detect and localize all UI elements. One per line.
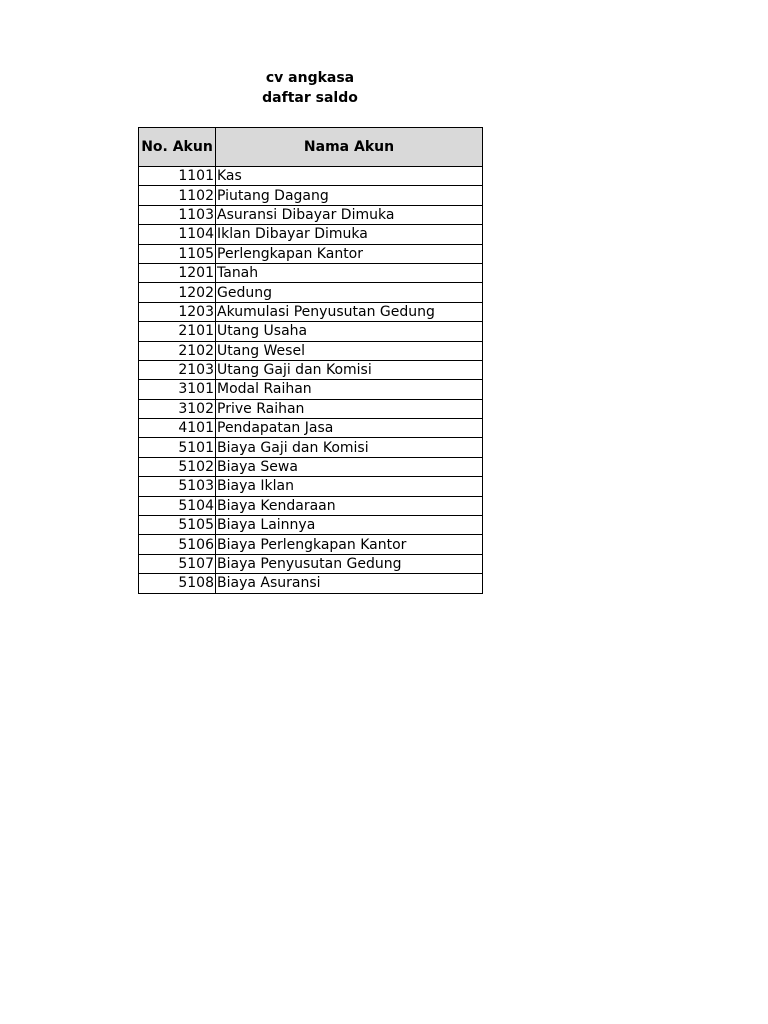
account-number-cell: 4101 [139,419,216,438]
account-number-cell: 1202 [139,283,216,302]
account-name-cell: Prive Raihan [216,399,483,418]
account-name-cell: Iklan Dibayar Dimuka [216,225,483,244]
account-name-cell: Pendapatan Jasa [216,419,483,438]
account-number-cell: 5102 [139,457,216,476]
table-header-row [139,128,483,167]
account-name-cell: Utang Usaha [216,322,483,341]
table-row [139,341,483,360]
account-name-cell: Kas [216,167,483,186]
table-row [139,225,483,244]
account-name-cell: Biaya Lainnya [216,516,483,535]
account-name-cell: Tanah [216,263,483,282]
table-row [139,380,483,399]
account-number-cell: 1101 [139,167,216,186]
table-row [139,322,483,341]
account-number-cell: 5106 [139,535,216,554]
table-row [139,457,483,476]
account-number-cell: 2102 [139,341,216,360]
account-name-cell: Biaya Iklan [216,477,483,496]
account-number-cell: 1103 [139,205,216,224]
table-row [139,574,483,593]
account-number-cell: 3102 [139,399,216,418]
account-number-cell: 5108 [139,574,216,593]
account-number-header: No. Akun [139,128,216,167]
table-row [139,477,483,496]
account-number-cell: 2101 [139,322,216,341]
account-number-cell: 5105 [139,516,216,535]
account-name-cell: Asuransi Dibayar Dimuka [216,205,483,224]
account-number-cell: 1102 [139,186,216,205]
table-row [139,516,483,535]
company-name: cv angkasa [265,70,355,86]
account-name-cell: Biaya Penyusutan Gedung [216,554,483,573]
account-name-cell: Biaya Sewa [216,457,483,476]
table-row [139,283,483,302]
account-name-cell: Utang Wesel [216,341,483,360]
account-name-cell: Akumulasi Penyusutan Gedung [216,302,483,321]
table-row [139,360,483,379]
account-number-cell: 1203 [139,302,216,321]
table-row [139,496,483,515]
account-number-cell: 1105 [139,244,216,263]
sheet-title: daftar saldo [262,90,358,106]
table-row [139,205,483,224]
account-name-header: Nama Akun [216,128,483,167]
account-number-cell: 5107 [139,554,216,573]
table-row [139,399,483,418]
table-body [139,167,483,594]
account-number-cell: 5101 [139,438,216,457]
table-row [139,167,483,186]
account-number-cell: 1104 [139,225,216,244]
account-name-cell: Utang Gaji dan Komisi [216,360,483,379]
table-row [139,244,483,263]
table-row [139,419,483,438]
account-name-cell: Biaya Gaji dan Komisi [216,438,483,457]
account-name-cell: Biaya Kendaraan [216,496,483,515]
account-number-cell: 2103 [139,360,216,379]
table-row [139,186,483,205]
table-row [139,302,483,321]
table-row [139,438,483,457]
account-name-cell: Perlengkapan Kantor [216,244,483,263]
account-name-cell: Gedung [216,283,483,302]
account-name-cell: Modal Raihan [216,380,483,399]
account-number-cell: 5103 [139,477,216,496]
table-row [139,554,483,573]
account-name-cell: Piutang Dagang [216,186,483,205]
table-row [139,535,483,554]
account-name-cell: Biaya Perlengkapan Kantor [216,535,483,554]
table-row [139,263,483,282]
account-number-cell: 5104 [139,496,216,515]
account-number-cell: 1201 [139,263,216,282]
account-number-cell: 3101 [139,380,216,399]
account-name-cell: Biaya Asuransi [216,574,483,593]
account-list-table [138,127,483,594]
